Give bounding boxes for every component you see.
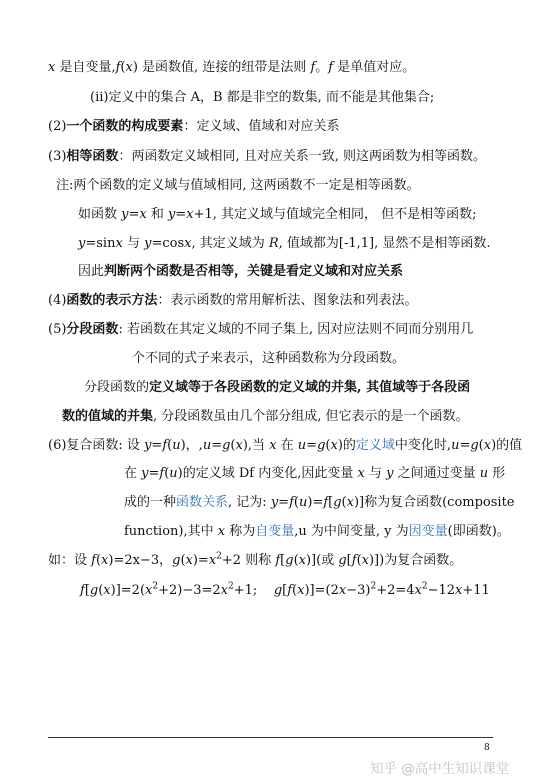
text-line-13: 数的值域的并集, 分段函数虽由几个部分组成, 但它表示的是一个函数。 (62, 409, 469, 424)
footer-divider (48, 737, 493, 738)
text-line-10: (5)分段函数: 若函数在其定义域的不同子集上, 因对应法则不同而分别用几 (48, 322, 474, 337)
text-line-9: (4)函数的表示方法：表示函数的常用解析法、图象法和列表法。 (48, 293, 418, 308)
text-line-4: (3)相等函数：两函数定义域相同, 且对应关系一致, 则这两函数为相等函数。 (48, 149, 486, 164)
page-number: 8 (484, 743, 490, 753)
link-domain[interactable]: 定义域 (355, 438, 395, 453)
text-line-14: (6)复合函数: 设 y=f(u)，,u=g(x),当 x 在 u=g(x)的定义域中变化时,u=g(x)的值 (48, 438, 523, 453)
watermark: 知乎 @高中生知识课堂 (370, 761, 510, 777)
text-line-3: (2)一个函数的构成要素：定义域、值域和对应关系 (48, 119, 340, 134)
text-line-2: (ii)定义中的集合 A，B 都是非空的数集, 而不能是其他集合; (90, 90, 435, 105)
text-line-8: 因此判断两个函数是否相等，关键是看定义域和对应关系 (78, 264, 404, 279)
link-independent-variable[interactable]: 自变量 (255, 524, 295, 539)
text-line-16: 成的一种函数关系, 记为: y=f(u)=f[g(x)]称为复合函数(composite (124, 495, 515, 510)
text-line-1: x 是自变量,f(x) 是函数值, 连接的纽带是法则 f。f 是单值对应。 (48, 60, 416, 75)
text-line-12: 分段函数的定义域等于各段函数的定义域的并集, 其值域等于各段函 (84, 380, 471, 395)
text-line-11: 个不同的式子来表示，这种函数称为分段函数。 (132, 351, 406, 366)
text-line-7: y=sinx 与 y=cosx, 其定义域为 R, 值域都为[-1,1], 显然不是相等函数. (78, 236, 491, 251)
text-line-6: 如函数 y=x 和 y=x+1, 其定义域与值域完全相同， 但不是相等函数; (78, 207, 477, 222)
text-line-5: 注:两个函数的定义域与值域相同, 这两函数不一定是相等函数。 (56, 178, 420, 193)
link-function-relation[interactable]: 函数关系 (176, 495, 229, 510)
text-line-19: $f[g(x)]=2(x^2+2)-3=2x^2+1$; $g[f(x)]=(2x-3)^2+2=4x^2-12x+11$ (80, 581, 490, 598)
text-line-15: 在 y=f(u)的定义域 Df 内变化,因此变量 x 与 y 之间通过变量 u 形 (124, 466, 506, 481)
link-dependent-variable[interactable]: 因变量 (408, 524, 448, 539)
text-line-17: function),其中 x 称为自变量,u 为中间变量, y 为因变量(即函数)。 (124, 524, 510, 539)
text-line-18: 如：设 f(x)=2x−3，$g(x)=x^2+2$ 则称 f[g(x)](或 g[f(x)])为复合函数。 (48, 551, 463, 568)
